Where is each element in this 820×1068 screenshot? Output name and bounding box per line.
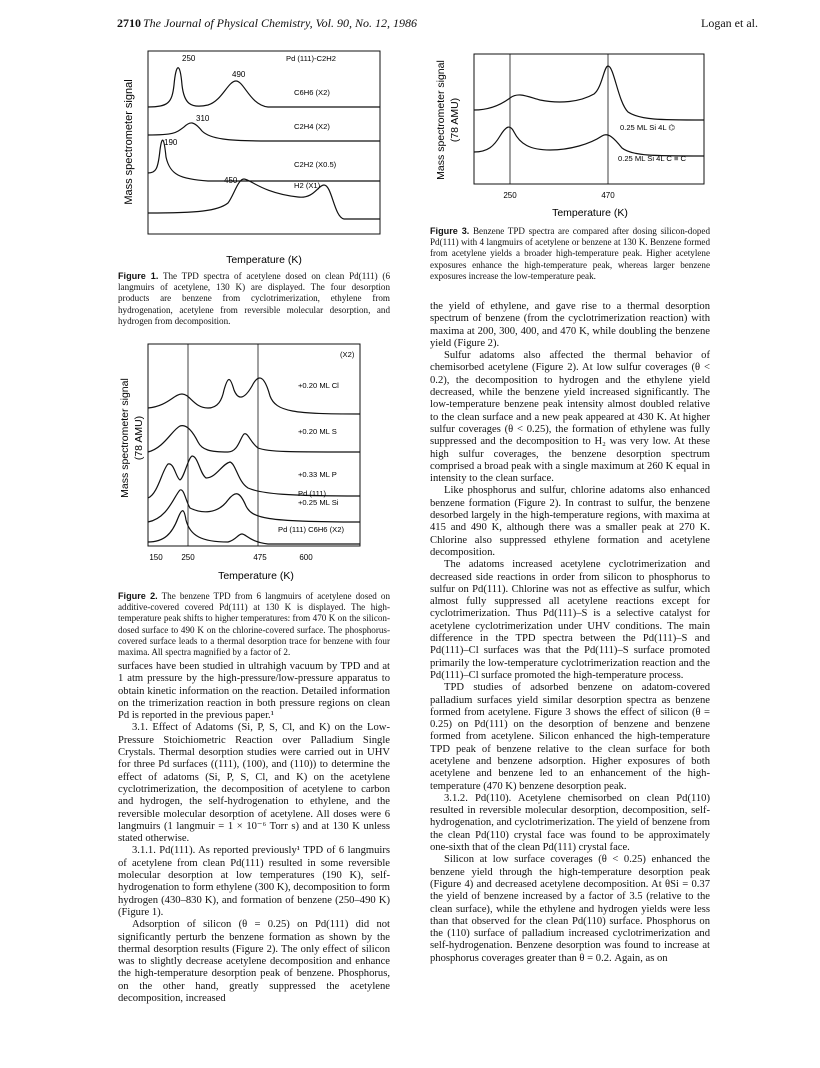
figure-1-ylabel: Mass spectrometer signal <box>123 79 135 205</box>
figure-2-caption <box>118 591 390 658</box>
figure-3-caption-text: Benzene TPD spectra are compared after dosing silicon-doped Pd(111) with 4 langmuirs of acetylene or benzene at 130 K. Benzene formed from acetylene yields a broader high-temperature peak. Higher acetylene exposures enhance the high-temperature peak, whereas larger benzene exposures increase the low-temperature peak. <box>430 226 711 281</box>
figure-2-caption-label: Figure 2. <box>118 591 158 601</box>
figure-3-plot <box>430 48 710 223</box>
fig3-label-acetylene-dose: 0.25 ML Si 4L C ≡ C <box>618 154 687 163</box>
fig2-label-pd111: Pd (111) <box>298 489 326 498</box>
fig1-trace-label-hydrogen: H2 (X1) <box>294 181 321 190</box>
figure-2-plot <box>118 338 388 588</box>
fig2-label-s: +0.20 ML S <box>298 427 337 436</box>
figure-2-caption-text: The benzene TPD from 6 langmuirs of acetylene dosed on additive-covered covered Pd(111) at 130 K is displayed. The high-temperature peak shifts to higher temperatures: from 470 K on the silicon-dosed surface to 490 K on the chlorine-covered surface. The phosphorus-covered surface leads to a thermal desorption trace for benzene with four maxima. All spectra magnified by a factor of 2. <box>118 591 390 658</box>
figure-2-xlabel: Temperature (K) <box>218 570 294 582</box>
page-number: 2710 <box>117 16 141 30</box>
fig2-xtick-475: 475 <box>253 553 267 562</box>
left-paragraph-4: Adsorption of silicon (θ = 0.25) on Pd(111) did not significantly perturb the benzene formation as shown by the thermal desorption results (Figure 2). The only effect of silicon was to slightly decrease acetylene decomposition and enhance the high-temperature desorption peak of benzene. Phosphorus, on the other hand, greatly suppressed the acetylene decomposition, increased <box>118 919 390 1005</box>
fig2-label-cl: +0.20 ML Cl <box>298 381 339 390</box>
figure-3-ylabel: Mass spectrometer signal <box>435 60 447 180</box>
figure-3-caption-label: Figure 3. <box>430 226 470 236</box>
left-text-column <box>118 661 390 1005</box>
fig2-label-si: +0.25 ML Si <box>298 498 339 507</box>
fig2-xtick-250: 250 <box>181 553 195 562</box>
figure-3-caption <box>430 226 710 282</box>
fig2-label-p: +0.33 ML P <box>298 470 337 479</box>
fig2-label-clean: Pd (111) C6H6 (X2) <box>278 525 344 534</box>
authors: Logan et al. <box>701 16 758 30</box>
left-paragraph-3: 3.1.1. Pd(111). As reported previously¹ TPD of 6 langmuirs of acetylene from clean Pd(111) resulted in some reversible molecular desorption at low temperatures (190 K), self-hydrogenation to form ethylene (300 K), decomposition to form hydrogen (430–830 K), and formation of benzene (250–490 K) (Figure 1). <box>118 845 390 918</box>
fig3-xtick-250: 250 <box>503 191 517 200</box>
figure-1-caption-text: The TPD spectra of acetylene dosed on clean Pd(111) (6 langmuirs of acetylene, 130 K) are displayed. The four desorption products are benzene from cyclotrimerization, ethylene from hydrogenation, acetylene from reversible molecular desorption, and hydrogen from decomposition. <box>118 271 391 326</box>
left-paragraph-1: surfaces have been studied in ultrahigh vacuum by TPD and at 1 atm pressure by the high-pressure/low-pressure apparatus to obtain kinetic information on the reaction. Detailed information on the trimerization reaction in both pressure regions on clean Pd is reported in the previous paper.¹ <box>118 661 390 722</box>
figure-3-xlabel: Temperature (K) <box>552 207 628 219</box>
figure-2-ylabel: Mass spectrometer signal <box>119 378 131 498</box>
right-paragraph-1: the yield of ethylene, and gave rise to a thermal desorption spectrum of benzene (from the cyclotrimerization reaction) with maxima at 200, 300, 400, and 470 K, while doubling the benzene yield (Figure 2). <box>430 301 710 349</box>
right-paragraph-5: TPD studies of adsorbed benzene on adatom-covered palladium surfaces yield similar desorption spectra as benzene formed from acetylene. Figure 3 shows the effect of silicon (θ = 0.25) on Pd(111) on the desorption of benzene and benzene formed from acetylene. Silicon enhanced the high-temperature TPD peak of benzene relative to the clean surface for both acetylene and benzene adsorption. Higher exposures of both acetylene and benzene led to an enhancement of the high-temperature (470 K) benzene desorption peak. <box>430 682 710 792</box>
right-paragraph-7: Silicon at low surface coverages (θ < 0.25) enhanced the benzene yield through the high-temperature desorption peak (Figure 4) and decreased acetylene decomposition. At θSi = 0.37 the yield of benzene increased by a factor of 3.5 (relative to the clean surface), while the ethylene and hydrogen yields were less than that observed for the clean Pd(110) surface. Phosphorus on the (110) surface of palladium increased cyclotrimerization and self-hydrogenation. Benzene desorption was found to increase at phosphorus coverages greater than θ = 0.2. Again, as on <box>430 854 710 964</box>
fig1-peak-490: 490 <box>232 70 246 79</box>
right-paragraph-6: 3.1.2. Pd(110). Acetylene chemisorbed on clean Pd(110) resulted in reversible molecular desorption, decomposition, self-hydrogenation, and cyclotrimerization. The yield of benzene from the clean Pd(110) crystal face was found to be approximately one-sixth that of the clean Pd(111) crystal face. <box>430 792 710 854</box>
left-paragraph-2: 3.1. Effect of Adatoms (Si, P, S, Cl, and K) on the Low-Pressure Stoichiometric Reaction over Palladium Single Crystals. Thermal desorption studies were carried out in UHV for three Pd surfaces ((111), (100), and (110)) to determine the effect of adatoms (Si, P, S, Cl, and K) on the acetylene cyclotrimerization, the decomposition of acetylene to carbon and hydrogen, the self-hydrogenation to ethylene, and the reversible molecular desorption of acetylene. All doses were 6 langmuirs (1 langmuir = 1 × 10⁻⁶ Torr s) and at 130 K unless stated otherwise. <box>118 722 390 845</box>
fig2-label-x2: (X2) <box>340 350 355 359</box>
fig2-xtick-150: 150 <box>149 553 163 562</box>
fig3-label-benzene-dose: 0.25 ML Si 4L ⌬ <box>620 123 676 132</box>
figure-1 <box>118 45 388 270</box>
running-header <box>117 16 758 36</box>
figure-3-ylabel-2: (78 AMU) <box>449 97 461 143</box>
figure-1-caption <box>118 271 390 327</box>
fig1-peak-190: 190 <box>164 138 178 147</box>
right-paragraph-4: The adatoms increased acetylene cyclotrimerization and decreased side reactions in order from silicon to phosphorus to sulfur on Pd(111). Chlorine was not as effective as sulfur, which almost fully suppressed all acetylene reactions except for cyclotrimerization. Thus Pd(111)–S is a selective catalyst for acetylene cyclotrimerization under UHV conditions. The main difference in the TPD spectra between the Pd(111)–S and Pd(111)–Cl surfaces was that the Pd(111)–S surface promoted primarily the low-temperature cyclotrimerization reaction and the Pd(111)–Cl surface promoted the high-temperature process. <box>430 559 710 681</box>
fig1-trace-label-benzene: C6H6 (X2) <box>294 88 330 97</box>
figure-2 <box>118 338 388 588</box>
right-text-column <box>430 301 710 965</box>
figure-2-ylabel-2: (78 AMU) <box>133 415 145 461</box>
fig1-trace-label-ethylene: C2H4 (X2) <box>294 122 330 131</box>
fig1-peak-450: 450 <box>224 176 238 185</box>
figure-1-xlabel: Temperature (K) <box>226 254 302 266</box>
fig1-peak-250: 250 <box>182 54 196 63</box>
figure-1-plot <box>118 45 388 270</box>
fig2-xtick-600: 600 <box>299 553 313 562</box>
right-paragraph-2: Sulfur adatoms also affected the thermal behavior of chemisorbed acetylene (Figure 2). At low sulfur coverages (θ < 0.2), the decomposition to hydrogen and the ethylene yield decreased, while the benzene yield increased significantly. The low-temperature benzene peak intensity almost doubled relative to the clean surface and a new peak appeared at 430 K. At higher sulfur coverages (θ < 0.25), the formation of ethylene was fully suppressed and the decomposition to H₂ was very low. At these high sulfur coverages, the benzene desorption spectrum comprised a broad peak with a single maximum at 260 K equal in intensity to the clean surface. <box>430 350 710 485</box>
fig1-trace-label-acetylene: C2H2 (X0.5) <box>294 160 337 169</box>
figure-1-caption-label: Figure 1. <box>118 271 159 281</box>
fig1-peak-310: 310 <box>196 114 210 123</box>
fig3-xtick-470: 470 <box>601 191 615 200</box>
journal-title: The Journal of Physical Chemistry, Vol. 90, No. 12, 1986 <box>143 16 417 30</box>
right-paragraph-3: Like phosphorus and sulfur, chlorine adatoms also enhanced benzene formation (Figure 2). In contrast to sulfur, the benzene desorbed largely in the high-temperature regions, with maxima at 415 and 490 K, although there was a smaller peak at 270 K. Chlorine also suppressed ethylene formation and acetylene decomposition. <box>430 485 710 558</box>
figure-3 <box>430 48 710 223</box>
fig1-trace-label-pd111: Pd (111)-C2H2 <box>286 54 336 63</box>
